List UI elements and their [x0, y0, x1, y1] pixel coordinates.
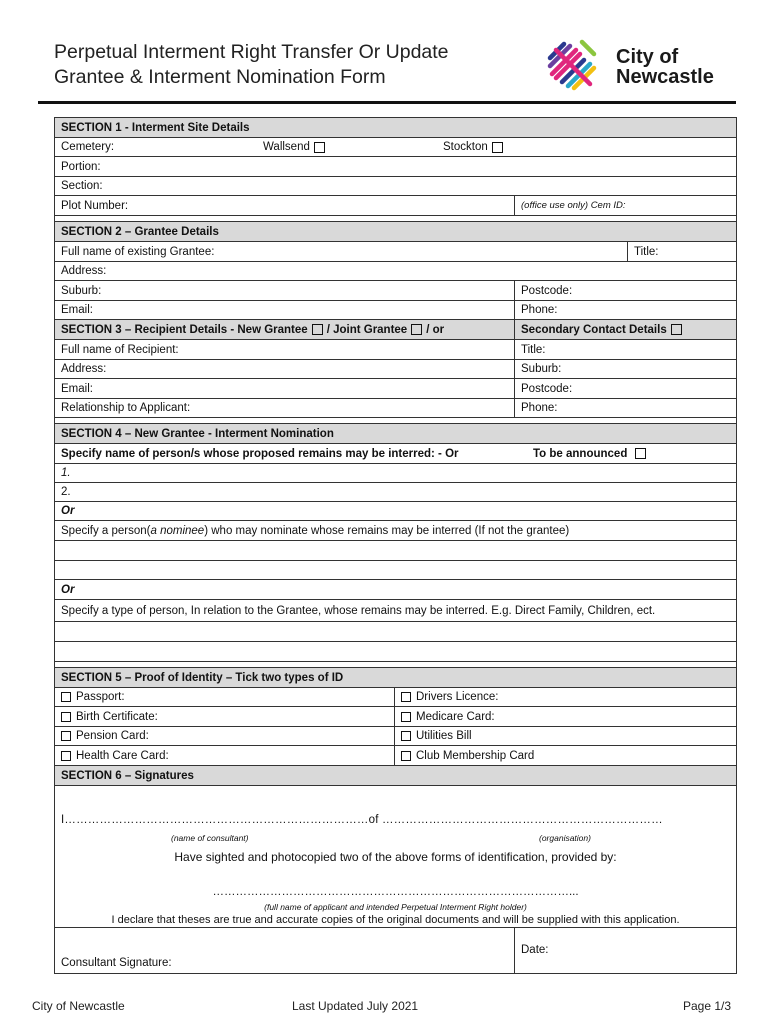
health-option[interactable]	[55, 746, 169, 765]
secondary-contact-checkbox[interactable]	[671, 324, 682, 335]
specify-names-label: Specify name of person/s whose proposed remains may be interred: - Or	[61, 447, 459, 460]
section3-heading-part1: SECTION 3 – Recipient Details - New Grantee	[61, 323, 308, 336]
applicant-name-line[interactable]: …………………………………………………………………………………...	[212, 886, 579, 898]
utilities-checkbox[interactable]	[401, 731, 411, 741]
portion-row[interactable]	[55, 156, 736, 176]
plot-number-row[interactable]	[55, 195, 736, 215]
cem-id-label: (office use only) Cem ID:	[514, 196, 626, 215]
declaration-block	[55, 785, 736, 927]
declaration-text: I declare that theses are true and accurate copies of the original documents and will be supplied with this application.	[111, 914, 680, 926]
nominee-entry-1[interactable]	[55, 540, 736, 560]
recipient-name-label: Full name of Recipient:	[61, 343, 179, 356]
name-1-label: 1.	[61, 467, 71, 479]
nominee-text	[55, 521, 569, 540]
drivers-option[interactable]	[394, 688, 498, 706]
drivers-label: Drivers Licence:	[416, 691, 499, 703]
section-row[interactable]	[55, 176, 736, 195]
specify-names-row	[55, 443, 736, 463]
grantee-title-label: Title:	[627, 242, 659, 261]
nominee-entry-2[interactable]	[55, 560, 736, 579]
name-row-2[interactable]	[55, 482, 736, 501]
secondary-contact-label: Secondary Contact Details	[521, 323, 667, 336]
id-row-1	[55, 687, 736, 706]
plot-number-label: Plot Number:	[61, 199, 129, 212]
id-row-4	[55, 745, 736, 765]
recipient-postcode-label: Postcode:	[514, 379, 572, 398]
club-option[interactable]	[394, 746, 534, 765]
section6-heading-text: SECTION 6 – Signatures	[61, 769, 194, 782]
or-label-1: Or	[61, 505, 75, 517]
nominee-italic: a nominee	[150, 524, 205, 537]
type-of-person-label: Specify a type of person, In relation to the Grantee, whose remains may be interred. E.g. Direct Family, Children, ect.	[61, 604, 656, 617]
grantee-email-row[interactable]	[55, 300, 736, 319]
logo-line-2: Newcastle	[616, 66, 714, 88]
recipient-suburb-label: Suburb:	[514, 360, 561, 378]
nominee-pre: Specify a person(	[61, 524, 151, 537]
passport-label: Passport:	[76, 691, 125, 703]
title-line-1: Perpetual Interment Right Transfer Or Update	[54, 41, 449, 63]
name-row-1[interactable]	[55, 463, 736, 482]
section6-heading	[55, 765, 736, 785]
health-label: Health Care Card:	[76, 749, 169, 762]
grantee-email-label: Email:	[61, 304, 93, 316]
passport-option[interactable]	[55, 688, 125, 706]
medicare-checkbox[interactable]	[401, 712, 411, 722]
section3-heading	[55, 319, 736, 339]
type-entry-1[interactable]	[55, 621, 736, 641]
section1-heading	[55, 117, 736, 137]
signature-row	[55, 927, 736, 974]
passport-checkbox[interactable]	[61, 692, 71, 702]
to-be-announced-option	[527, 444, 650, 463]
type-entry-2[interactable]	[55, 641, 736, 661]
new-grantee-checkbox[interactable]	[312, 324, 323, 335]
relationship-row[interactable]	[55, 398, 736, 417]
recipient-email-row[interactable]	[55, 378, 736, 398]
section5-heading	[55, 667, 736, 687]
joint-grantee-checkbox[interactable]	[411, 324, 422, 335]
applicant-caption: (full name of applicant and intended Perpetual Interment Right holder)	[264, 902, 527, 912]
stockton-checkbox[interactable]	[492, 142, 503, 153]
consultant-signature-label[interactable]: Consultant Signature:	[61, 957, 172, 969]
form-table	[54, 117, 737, 974]
recipient-address-row[interactable]	[55, 359, 736, 378]
section3-heading-part2: / Joint Grantee	[326, 323, 408, 336]
grantee-name-label: Full name of existing Grantee:	[61, 245, 215, 258]
section-label: Section:	[61, 180, 103, 192]
grantee-postcode-label: Postcode:	[514, 281, 572, 300]
recipient-address-label: Address:	[61, 363, 107, 375]
pension-option[interactable]	[55, 727, 149, 745]
utilities-option[interactable]	[394, 727, 472, 745]
form-title	[54, 40, 449, 90]
or-row-2	[55, 579, 736, 599]
pension-checkbox[interactable]	[61, 731, 71, 741]
birth-label: Birth Certificate:	[76, 710, 158, 723]
name-2-label: 2.	[61, 486, 71, 498]
medicare-option[interactable]	[394, 707, 495, 726]
portion-label: Portion:	[61, 160, 101, 173]
header-rule	[38, 101, 736, 104]
date-label[interactable]: Date:	[514, 928, 549, 973]
wallsend-label: Wallsend	[263, 141, 310, 153]
consultant-organisation-line[interactable]: I……………………………………………………………………of ………………………………………………………………	[61, 814, 663, 826]
logo-line-1: City of	[616, 46, 679, 68]
grantee-suburb-label: Suburb:	[61, 284, 102, 297]
recipient-title-label: Title:	[514, 340, 546, 359]
section3-heading-part3: / or	[426, 323, 445, 336]
stockton-label: Stockton	[443, 141, 488, 153]
birth-checkbox[interactable]	[61, 712, 71, 722]
type-of-person-row	[55, 599, 736, 621]
birth-option[interactable]	[55, 707, 158, 726]
sighted-statement: Have sighted and photocopied two of the above forms of identification, provided by:	[174, 850, 617, 864]
section3-heading-right	[514, 320, 686, 339]
grantee-phone-label: Phone:	[514, 301, 557, 319]
footer-page-number: Page 1/3	[683, 999, 732, 1013]
to-be-announced-checkbox[interactable]	[635, 448, 646, 459]
section2-heading	[55, 221, 736, 241]
health-checkbox[interactable]	[61, 751, 71, 761]
grantee-address-label: Address:	[61, 265, 107, 277]
stockton-option	[437, 138, 507, 156]
section4-heading-text: SECTION 4 – New Grantee - Interment Nomination	[61, 427, 334, 440]
wallsend-checkbox[interactable]	[314, 142, 325, 153]
grantee-suburb-row[interactable]	[55, 280, 736, 300]
cemetery-label: Cemetery:	[61, 141, 115, 153]
or-row-1	[55, 501, 736, 520]
recipient-email-label: Email:	[61, 382, 93, 395]
section3-heading-left	[55, 320, 444, 339]
section5-heading-text: SECTION 5 – Proof of Identity – Tick two types of ID	[61, 671, 344, 684]
to-be-announced-label: To be announced	[533, 447, 628, 460]
id-row-2	[55, 706, 736, 726]
title-line-2: Grantee & Interment Nomination Form	[54, 66, 386, 88]
logo-text	[616, 47, 714, 87]
nominee-row	[55, 520, 736, 540]
cemetery-row	[55, 137, 736, 156]
relationship-label: Relationship to Applicant:	[61, 402, 191, 414]
grantee-address-row[interactable]	[55, 261, 736, 280]
section1-heading-text: SECTION 1 - Interment Site Details	[61, 121, 250, 134]
drivers-checkbox[interactable]	[401, 692, 411, 702]
section4-heading	[55, 423, 736, 443]
organisation-caption: (organisation)	[539, 833, 591, 843]
name-of-consultant-caption: (name of consultant)	[171, 833, 249, 843]
footer-organisation: City of Newcastle	[32, 999, 125, 1013]
medicare-label: Medicare Card:	[416, 710, 495, 723]
club-checkbox[interactable]	[401, 751, 411, 761]
footer-last-updated: Last Updated July 2021	[292, 999, 419, 1013]
pension-label: Pension Card:	[76, 730, 149, 742]
or-label-2: Or	[61, 583, 75, 596]
wallsend-option	[257, 138, 329, 156]
id-row-3	[55, 726, 736, 745]
club-label: Club Membership Card	[416, 749, 535, 762]
recipient-name-row[interactable]	[55, 339, 736, 359]
grantee-name-row[interactable]	[55, 241, 736, 261]
utilities-label: Utilities Bill	[416, 730, 472, 742]
recipient-phone-label: Phone:	[514, 399, 557, 417]
nominee-post: ) who may nominate whose remains may be interred (If not the grantee)	[204, 524, 570, 537]
section2-heading-text: SECTION 2 – Grantee Details	[61, 225, 219, 238]
